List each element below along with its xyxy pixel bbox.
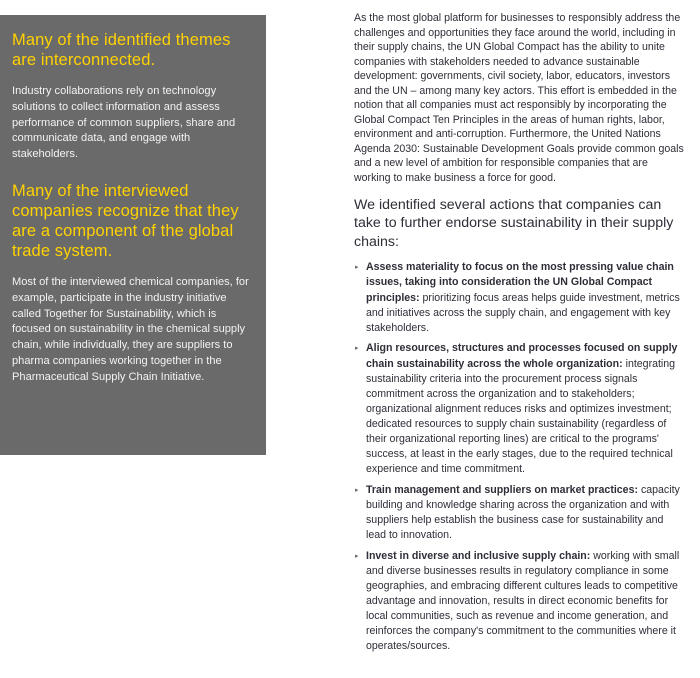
action-item-assess-materiality — [354, 260, 684, 335]
action-title: Train management and suppliers on market practices: — [366, 483, 638, 496]
main-column — [354, 11, 684, 660]
bullet-arrow-icon: ▸ — [355, 552, 359, 560]
actions-subheading: We identified several actions that companies can take to further endorse sustainability in their supply chains: — [354, 196, 674, 250]
intro-paragraph: As the most global platform for businesses to responsibly address the challenges and opportunities they face around the world, including in their supply chains, the UN Global Compact has the ability to unite companies with stakeholders needed to advance sustainable development: governments, civil society, labor, educators, investors and the UN – among many key actors. This effort is embedded in the notion that all companies must act responsibly by incorporating the Global Compact Ten Principles in the areas of human rights, labor, environment and anti-corruption. Furthermore, the United Nations Agenda 2030: Sustainable Development Goals provide common goals and a new level of ambition for responsible companies that are working to make business a force for good. — [354, 12, 684, 185]
sidebar-heading-global-trade: Many of the interviewed companies recognize that they are a component of the global trade system. — [12, 181, 239, 260]
actions-list — [354, 260, 684, 654]
action-description: capacity building and knowledge sharing across the organization and with suppliers help establish the business case for sustainability and lead to innovation. — [366, 483, 680, 542]
action-title: Invest in diverse and inclusive supply chain: — [366, 549, 591, 562]
sidebar-paragraph-collaborations: Industry collaborations rely on technology solutions to collect information and assess performance of common suppliers, share and communicate data, and engage with stakeholders. — [12, 85, 236, 161]
action-description: working with small and diverse businesses results in regulatory compliance in some geographies, and embracing different cultures leads to competitive advantage and innovation, results in direct economic benefits for local communities, such as revenue and income generation, and reinforces the company's commitment to the communities where it operates/sources. — [366, 549, 680, 653]
bullet-arrow-icon: ▸ — [355, 264, 359, 272]
bullet-arrow-icon: ▸ — [355, 486, 359, 494]
action-description: prioritizing focus areas helps guide investment, metrics and initiatives across the supply chain, and engagement with key stakeholders. — [366, 291, 680, 334]
action-item-invest-diverse — [354, 549, 684, 655]
sidebar-heading-interconnected: Many of the identified themes are interconnected. — [12, 31, 231, 69]
action-description: integrating sustainability criteria into the procurement process signals commitment across the organization and to stakeholders; organizational alignment reduces risks and optimizes investment; dedicated resources to supply chain sustainability (regardless of their organizational reporting lines) are critical to the programs' success, at least in the early stages, due to the required technical experience and time commitment. — [366, 357, 676, 476]
bullet-arrow-icon: ▸ — [355, 345, 359, 353]
sidebar-panel — [0, 15, 266, 455]
action-title: Align resources, structures and processes focused on supply chain sustainability across the whole organization: — [366, 342, 678, 370]
sidebar-paragraph-chemical-companies: Most of the interviewed chemical companies, for example, participate in the industry initiative called Together for Sustainability, which is focused on sustainability in the chemical supply chain, while individually, they are suppliers to pharma companies working together in the Pharmaceutical Supply Chain Initiative. — [12, 275, 249, 383]
action-title: Assess materiality to focus on the most pressing value chain issues, taking into consideration the UN Global Compact principles: — [366, 261, 674, 304]
action-item-train-management — [354, 483, 684, 543]
action-item-align-resources — [354, 341, 684, 477]
